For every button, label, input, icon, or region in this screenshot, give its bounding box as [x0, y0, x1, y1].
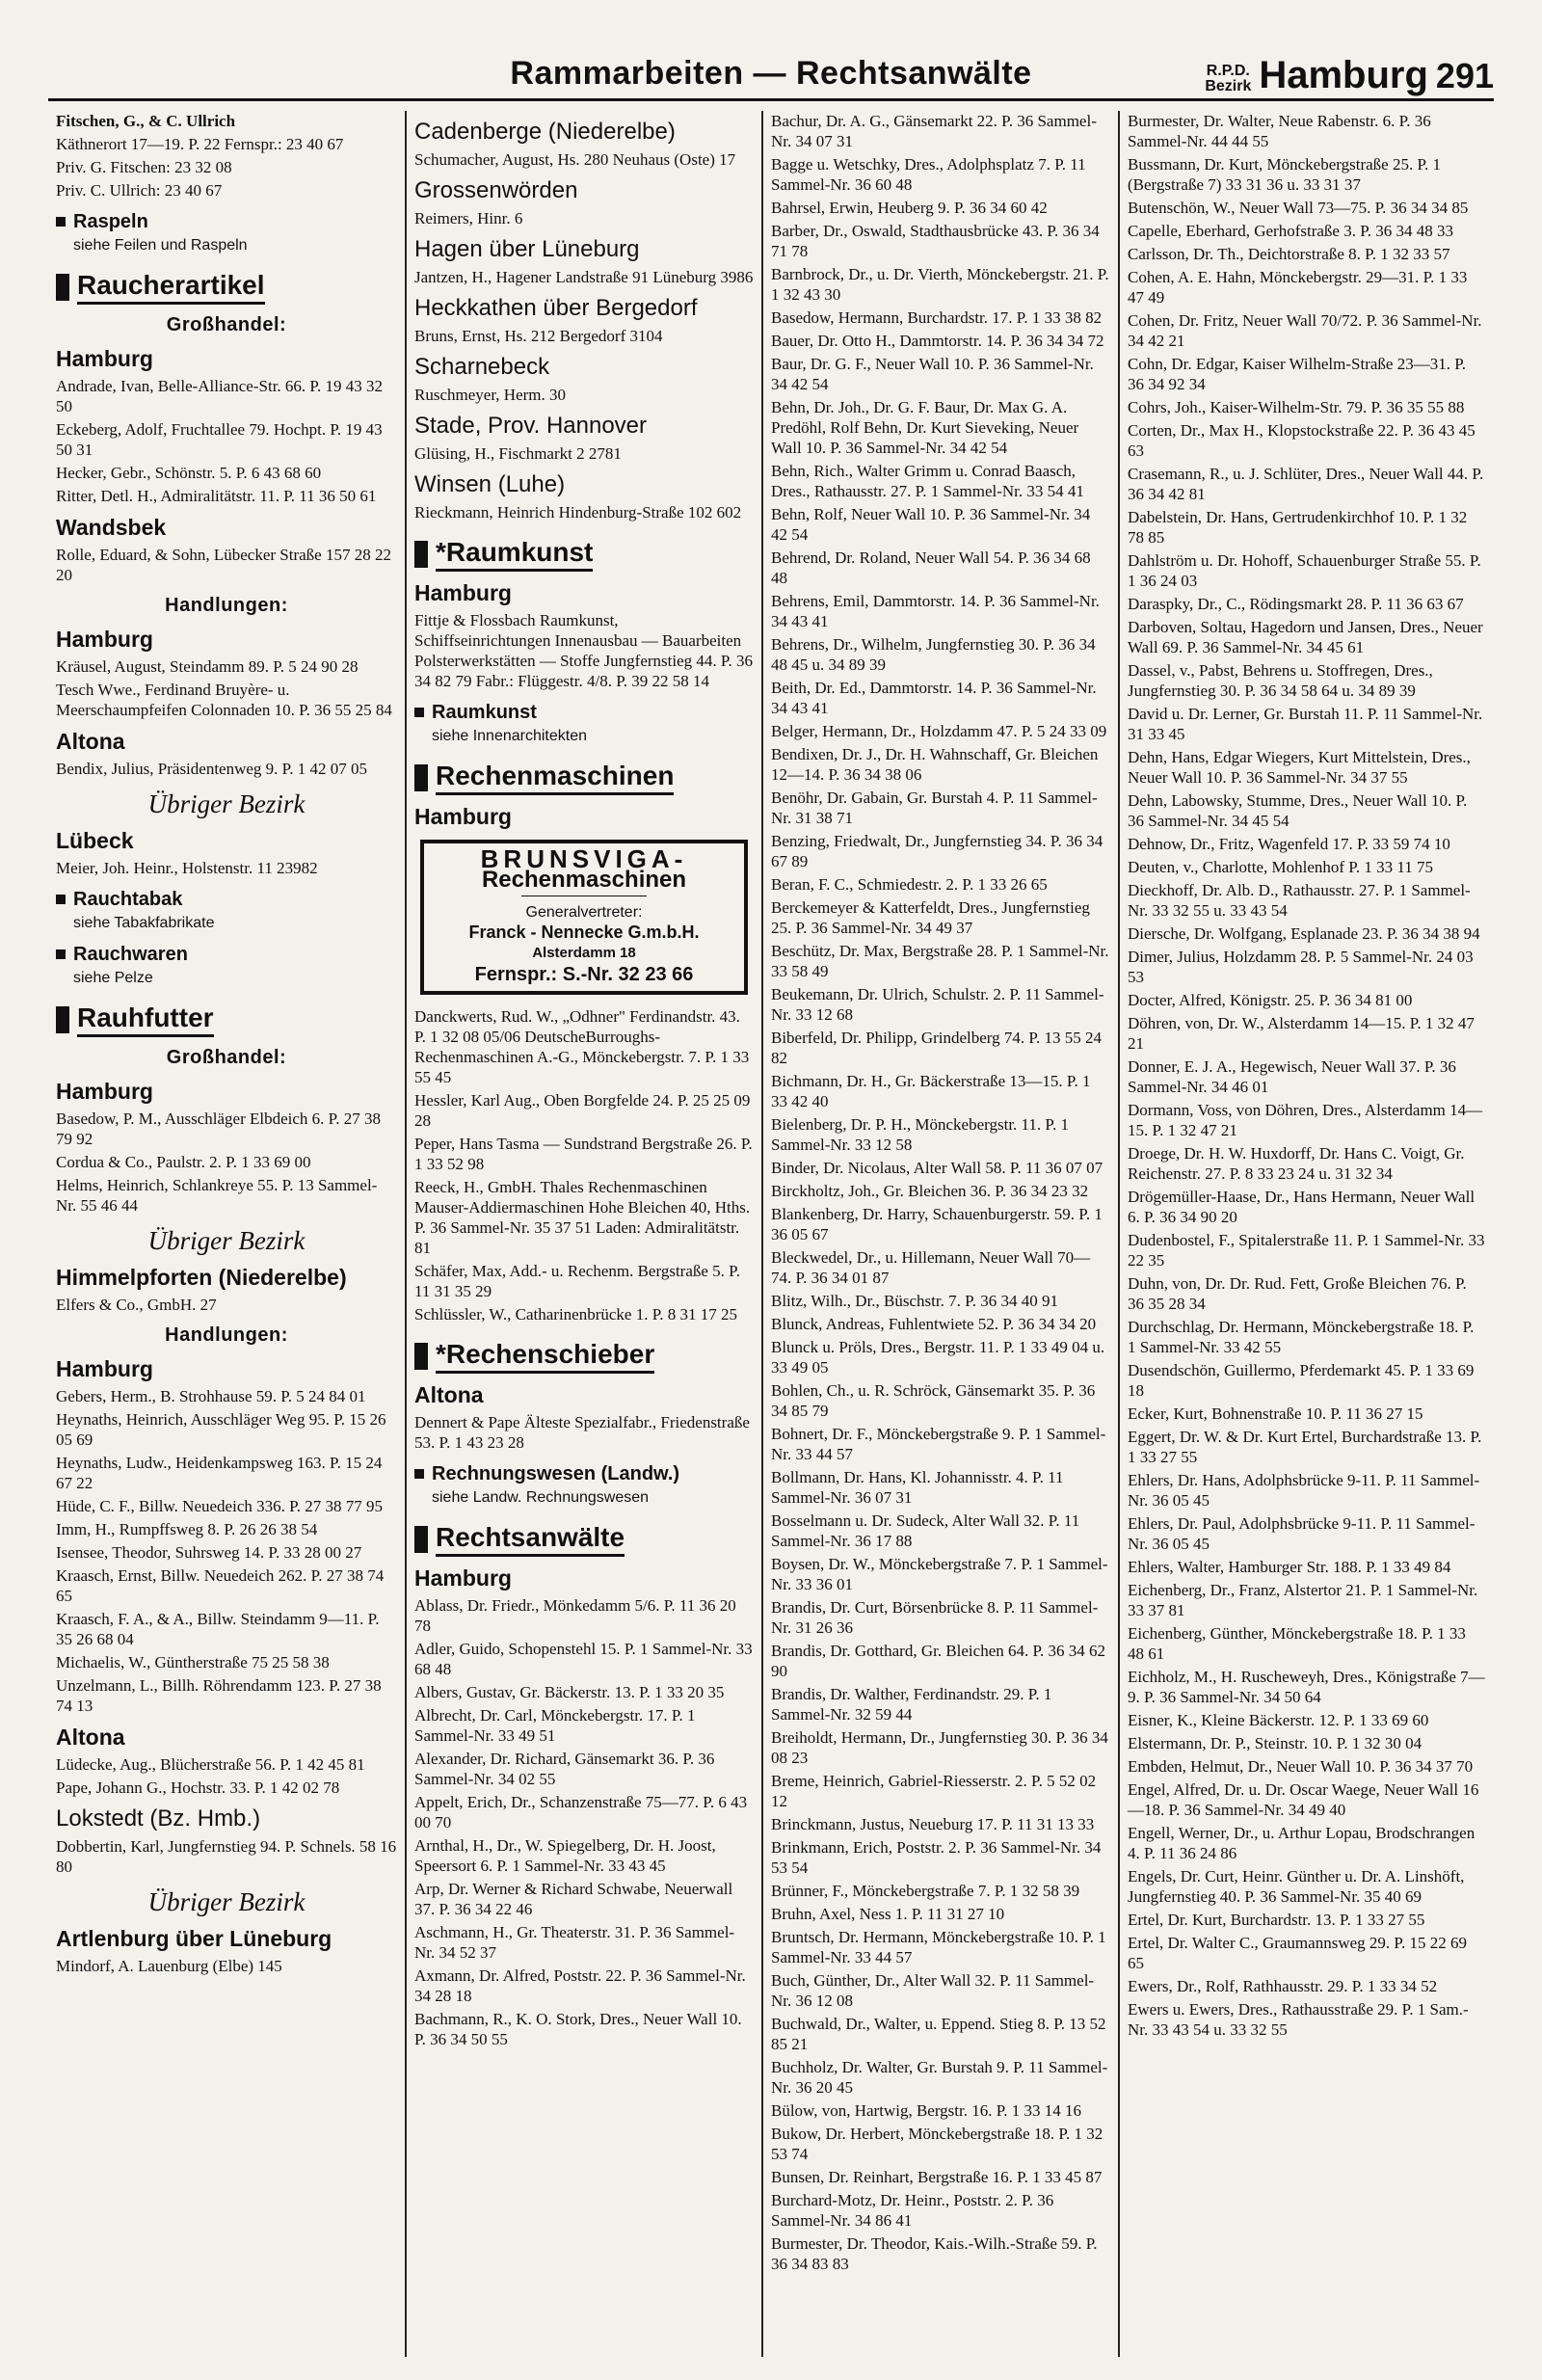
list-item: Bagge u. Wetschky, Dres., Adolphsplatz 7. P. 11 Sammel-Nr. 36 60 48 [771, 155, 1086, 194]
list-item: Birckholtz, Joh., Gr. Bleichen 36. P. 36 34 23 32 [771, 1182, 1089, 1200]
category-label: *Rechenschieber [436, 1338, 654, 1374]
page-title: Rammarbeiten — Rechtsanwälte [510, 55, 1032, 92]
list-item: Appelt, Erich, Dr., Schanzenstraße 75—77. P. 6 43 00 70 [414, 1793, 748, 1832]
list-item: Alexander, Dr. Richard, Gänsemarkt 36. P. 36 Sammel-Nr. 34 02 55 [414, 1750, 715, 1788]
columns [48, 111, 1494, 2357]
list-item: Breiholdt, Hermann, Dr., Jungfernstieg 30. P. 36 34 08 23 [771, 1728, 1108, 1767]
ad-address: Alsterdamm 18 [532, 945, 636, 961]
list-item: Bichmann, Dr. H., Gr. Bäckerstraße 13—15. P. 1 33 42 40 [771, 1072, 1091, 1110]
list-item: Berckemeyer & Katterfeldt, Dres., Jungfernstieg 25. P. 36 Sammel-Nr. 34 49 37 [771, 898, 1090, 937]
list-item: Dimer, Julius, Holzdamm 28. P. 5 Sammel-Nr. 24 03 53 [1128, 948, 1474, 986]
list-item: Meier, Joh. Heinr., Holstenstr. 11 23982 [56, 859, 318, 877]
list-item: Dudenbostel, F., Spitalerstraße 11. P. 1 Sammel-Nr. 33 22 35 [1128, 1231, 1485, 1270]
list-item: Kräusel, August, Steindamm 89. P. 5 24 90 28 [56, 657, 359, 676]
region-heading: Übriger Bezirk [147, 1226, 306, 1255]
list-item: Donner, E. J. A., Hegewisch, Neuer Wall 37. P. 36 Sammel-Nr. 34 46 01 [1128, 1057, 1456, 1096]
category-label: Raucherartikel [77, 269, 265, 305]
list-item: Arp, Dr. Werner & Richard Schwabe, Neuerwall 37. P. 36 34 22 46 [414, 1880, 733, 1918]
ad-company: Franck - Nennecke G.m.b.H. [468, 923, 700, 942]
category-label: *Raumkunst [436, 536, 593, 572]
place-heading: Scharnebeck [414, 354, 550, 380]
subheading: Handlungen: [165, 595, 288, 616]
list-item: Binder, Dr. Nicolaus, Alter Wall 58. P. 11 36 07 07 [771, 1159, 1103, 1177]
place-heading: Stade, Prov. Hannover [414, 413, 648, 439]
list-item: Heynaths, Heinrich, Ausschläger Weg 95. P. 15 26 05 69 [56, 1410, 386, 1449]
place-heading: Wandsbek [56, 515, 167, 540]
list-item: Ewers, Dr., Rolf, Rathhausstr. 29. P. 1 33 34 52 [1128, 1977, 1438, 1995]
category-heading [414, 536, 754, 572]
list-item: David u. Dr. Lerner, Gr. Burstah 11. P. 11 Sammel-Nr. 31 33 45 [1128, 705, 1483, 743]
see-reference: siehe Landw. Rechnungswesen [432, 1489, 650, 1506]
list-item: Ruschmeyer, Herm. 30 [414, 386, 567, 404]
bullet-square-icon [414, 1343, 428, 1370]
list-item: Drögemüller-Haase, Dr., Hans Hermann, Neuer Wall 6. P. 36 34 90 20 [1128, 1188, 1476, 1226]
list-item: Brünner, F., Mönckebergstraße 7. P. 1 32 58 39 [771, 1882, 1080, 1900]
ad-caption: Generalvertreter: [525, 904, 643, 921]
list-item: Capelle, Eberhard, Gerhofstraße 3. P. 36 34 48 33 [1128, 222, 1454, 240]
list-item: Behn, Rich., Walter Grimm u. Conrad Baasch, Dres., Rathausstr. 27. P. 1 Sammel-Nr. 33 54 41 [771, 462, 1084, 500]
list-item: Deuten, v., Charlotte, Mohlenhof P. 1 33 11 75 [1128, 858, 1433, 876]
place-heading: Heckkathen über Bergedorf [414, 295, 698, 321]
list-item: Bunsen, Dr. Reinhart, Bergstraße 16. P. 1 33 45 87 [771, 2168, 1103, 2186]
list-item: Helms, Heinrich, Schlankreye 55. P. 13 Sammel-Nr. 55 46 44 [56, 1176, 378, 1215]
list-item: Reimers, Hinr. 6 [414, 209, 523, 227]
list-item: Buchwald, Dr., Walter, u. Eppend. Stieg 8. P. 13 52 85 21 [771, 2015, 1106, 2053]
ad-brand: BRUNSVIGA- [480, 844, 688, 873]
list-item: Baur, Dr. G. F., Neuer Wall 10. P. 36 Sammel-Nr. 34 42 54 [771, 355, 1094, 393]
list-item: Kraasch, F. A., & A., Billw. Steindamm 9—11. P. 35 26 68 04 [56, 1610, 380, 1648]
bullet-square-icon [56, 274, 69, 301]
list-item: Burmester, Dr. Theodor, Kais.-Wilh.-Straße 59. P. 36 34 83 83 [771, 2234, 1098, 2273]
list-item: Hecker, Gebr., Schönstr. 5. P. 6 43 68 60 [56, 464, 322, 482]
list-item: Käthnerort 17—19. P. 22 Fernspr.: 23 40 67 [56, 135, 344, 153]
list-item: Eggert, Dr. W. & Dr. Kurt Ertel, Burchardstraße 13. P. 1 33 27 55 [1128, 1428, 1482, 1466]
list-item: Ehlers, Walter, Hamburger Str. 188. P. 1 33 49 84 [1128, 1558, 1451, 1576]
category-heading [414, 701, 754, 724]
list-item: Adler, Guido, Schopenstehl 15. P. 1 Sammel-Nr. 33 68 48 [414, 1640, 753, 1678]
list-item: Crasemann, R., u. J. Schlüter, Dres., Neuer Wall 44. P. 36 34 42 81 [1128, 465, 1484, 503]
list-item: Beukemann, Dr. Ulrich, Schulstr. 2. P. 11 Sammel-Nr. 33 12 68 [771, 985, 1104, 1024]
list-item: Imm, H., Rumpffsweg 8. P. 26 26 38 54 [56, 1520, 318, 1538]
category-label: Rechenmaschinen [436, 760, 674, 795]
list-item: Ewers u. Ewers, Dres., Rathausstraße 29. P. 1 Sam.-Nr. 33 43 54 u. 33 32 55 [1128, 2000, 1469, 2039]
list-item: Bollmann, Dr. Hans, Kl. Johannisstr. 4. P. 11 Sammel-Nr. 36 07 31 [771, 1468, 1064, 1507]
list-item: Schumacher, August, Hs. 280 Neuhaus (Oste) 17 [414, 150, 736, 169]
category-heading [56, 210, 397, 233]
list-item: Darboven, Soltau, Hagedorn und Jansen, Dres., Neuer Wall 69. P. 36 Sammel-Nr. 34 45 61 [1128, 618, 1483, 656]
list-item: Schlüssler, W., Catharinenbrücke 1. P. 8 31 17 25 [414, 1305, 738, 1324]
place-heading: Hagen über Lüneburg [414, 236, 640, 262]
category-heading [414, 1521, 754, 1557]
page-header [48, 39, 1494, 101]
subheading: Großhandel: [166, 1047, 287, 1068]
list-item: Priv. G. Fitschen: 23 32 08 [56, 158, 232, 176]
list-item: Dahlström u. Dr. Hohoff, Schauenburger Straße 55. P. 1 36 24 03 [1128, 551, 1481, 590]
place-heading: Hamburg [56, 346, 153, 371]
list-item: Rieckmann, Heinrich Hindenburg-Straße 102 602 [414, 503, 742, 521]
place-heading: Lokstedt (Bz. Hmb.) [56, 1805, 261, 1832]
place-heading: Hamburg [56, 1356, 153, 1381]
list-item: Bachmann, R., K. O. Stork, Dres., Neuer Wall 10. P. 36 34 50 55 [414, 2010, 742, 2048]
list-item: Corten, Dr., Max H., Klopstockstraße 22. P. 36 43 45 63 [1128, 421, 1476, 460]
bullet-square-icon [414, 541, 428, 568]
list-item: Basedow, P. M., Ausschläger Elbdeich 6. P. 27 38 79 92 [56, 1110, 381, 1148]
list-item: Bohnert, Dr. F., Mönckebergstraße 9. P. 1 Sammel-Nr. 33 44 57 [771, 1425, 1106, 1463]
place-heading: Artlenburg über Lüneburg [56, 1926, 332, 1951]
list-item: Durchschlag, Dr. Hermann, Mönckebergstraße 18. P. 1 Sammel-Nr. 33 42 55 [1128, 1318, 1475, 1356]
list-item: Embden, Helmut, Dr., Neuer Wall 10. P. 36 34 37 70 [1128, 1757, 1474, 1776]
category-heading [414, 1338, 754, 1374]
list-item: Bauer, Dr. Otto H., Dammtorstr. 14. P. 36 34 34 72 [771, 332, 1104, 350]
column-4 [1118, 111, 1494, 2357]
list-item: Bruhn, Axel, Ness 1. P. 11 31 27 10 [771, 1905, 1005, 1923]
list-item: Brandis, Dr. Walther, Ferdinandstr. 29. P. 1 Sammel-Nr. 32 59 44 [771, 1685, 1052, 1724]
list-item: Jantzen, H., Hagener Landstraße 91 Lüneburg 3986 [414, 268, 754, 286]
list-item: Blunck u. Pröls, Dres., Bergstr. 11. P. 1 33 49 04 u. 33 49 05 [771, 1338, 1105, 1377]
place-heading: Grossenwörden [414, 177, 578, 203]
bullet-square-icon [414, 708, 424, 717]
subheading: Handlungen: [165, 1324, 288, 1346]
list-item: Behrens, Emil, Dammtorstr. 14. P. 36 Sammel-Nr. 34 43 41 [771, 592, 1100, 630]
list-item: Bielenberg, Dr. P. H., Mönckebergstr. 11. P. 1 Sammel-Nr. 33 12 58 [771, 1115, 1069, 1154]
rpd-top: R.P.D. [1206, 63, 1250, 79]
list-item: Barber, Dr., Oswald, Stadthausbrücke 43. P. 36 34 71 78 [771, 222, 1100, 260]
list-item: Ertel, Dr. Walter C., Graumannsweg 29. P. 15 22 69 65 [1128, 1934, 1467, 1972]
list-item: Andrade, Ivan, Belle-Alliance-Str. 66. P. 19 43 32 50 [56, 377, 383, 415]
list-item: Blankenberg, Dr. Harry, Schauenburgerstr. 59. P. 1 36 05 67 [771, 1205, 1103, 1243]
list-item: Bendixen, Dr. J., Dr. H. Wahnschaff, Gr. Bleichen 12—14. P. 36 34 38 06 [771, 745, 1099, 784]
category-heading [56, 943, 397, 966]
see-reference: siehe Pelze [73, 970, 153, 986]
place-heading: Hamburg [414, 1565, 512, 1591]
list-item: Cohn, Dr. Edgar, Kaiser Wilhelm-Straße 23—31. P. 36 34 92 34 [1128, 355, 1467, 393]
list-item: Ablass, Dr. Friedr., Mönkedamm 5/6. P. 11 36 20 78 [414, 1596, 736, 1635]
list-item: Aschmann, H., Gr. Theaterstr. 31. P. 36 Sammel-Nr. 34 52 37 [414, 1923, 735, 1962]
list-item: Ehlers, Dr. Hans, Adolphsbrücke 9-11. P. 11 Sammel-Nr. 36 05 45 [1128, 1471, 1480, 1510]
list-item: Cohrs, Joh., Kaiser-Wilhelm-Str. 79. P. 36 35 55 88 [1128, 398, 1465, 416]
list-item: Bruns, Ernst, Hs. 212 Bergedorf 3104 [414, 327, 663, 345]
category-heading [56, 269, 397, 305]
list-item: Arnthal, H., Dr., W. Spiegelberg, Dr. H. Joost, Speersort 6. P. 1 Sammel-Nr. 33 43 45 [414, 1836, 716, 1875]
page-number: 291 [1435, 56, 1494, 95]
list-item: Unzelmann, L., Billh. Röhrendamm 123. P. 27 38 74 13 [56, 1676, 382, 1715]
list-item: Brinkmann, Erich, Poststr. 2. P. 36 Sammel-Nr. 34 53 54 [771, 1838, 1102, 1877]
list-item: Blitz, Wilh., Dr., Büschstr. 7. P. 36 34 40 91 [771, 1292, 1058, 1310]
column-1 [48, 111, 405, 2357]
place-heading: Altona [56, 1725, 125, 1750]
list-item: Droege, Dr. H. W. Huxdorff, Dr. Hans C. Voigt, Gr. Reichenstr. 27. P. 8 33 23 24 u. 31 32 34 [1128, 1144, 1465, 1183]
list-item: Dennert & Pape Älteste Spezialfabr., Friedenstraße 53. P. 1 43 23 28 [414, 1413, 750, 1452]
list-item: Behrens, Dr., Wilhelm, Jungfernstieg 30. P. 36 34 48 45 u. 34 89 39 [771, 635, 1096, 674]
place-heading: Himmelpforten (Niederelbe) [56, 1265, 347, 1290]
list-item: Behn, Rolf, Neuer Wall 10. P. 36 Sammel-Nr. 34 42 54 [771, 505, 1091, 544]
list-item: Barnbrock, Dr., u. Dr. Vierth, Mönckebergstr. 21. P. 1 32 43 30 [771, 265, 1109, 304]
list-item: Lüdecke, Aug., Blücherstraße 56. P. 1 42 45 81 [56, 1755, 365, 1774]
list-item: Albers, Gustav, Gr. Bäckerstr. 13. P. 1 33 20 35 [414, 1683, 725, 1701]
list-item: Brinckmann, Justus, Neueburg 17. P. 11 31 13 33 [771, 1815, 1095, 1833]
list-item: Fittje & Flossbach Raumkunst, Schiffseinrichtungen Innenausbau — Bauarbeiten Polsterwerkstätten — Stoffe Jungfernstieg 44. P. 36 34 82 79 Fabr.: Flüggestr. 4/8. P. 39 22 58 14 [414, 611, 753, 690]
bullet-square-icon [56, 1006, 69, 1033]
list-item: Heynaths, Ludw., Heidenkampsweg 163. P. 15 24 67 22 [56, 1454, 383, 1492]
see-reference: siehe Tabakfabrikate [73, 915, 215, 931]
category-label: Rauchtabak [73, 889, 183, 910]
list-item: Axmann, Dr. Alfred, Poststr. 22. P. 36 Sammel-Nr. 34 28 18 [414, 1966, 746, 2005]
list-item: Butenschön, W., Neuer Wall 73—75. P. 36 34 34 85 [1128, 199, 1469, 217]
place-heading: Winsen (Luhe) [414, 471, 566, 497]
list-item: Brandis, Dr. Curt, Börsenbrücke 8. P. 11 Sammel-Nr. 31 26 36 [771, 1598, 1099, 1637]
list-item: Fitschen, G., & C. Ullrich [56, 112, 236, 130]
list-item: Eichholz, M., H. Ruscheweyh, Dres., Königstraße 7—9. P. 36 Sammel-Nr. 34 50 64 [1128, 1668, 1485, 1706]
list-item: Mindorf, A. Lauenburg (Elbe) 145 [56, 1957, 282, 1975]
place-heading: Altona [414, 1382, 484, 1407]
list-item: Dabelstein, Dr. Hans, Gertrudenkirchhof 10. P. 1 32 78 85 [1128, 508, 1468, 547]
list-item: Behn, Dr. Joh., Dr. G. F. Baur, Dr. Max G. A. Predöhl, Rolf Behn, Dr. Kurt Sieveking, Neuer Wall 10. P. 36 Sammel-Nr. 34 42 54 [771, 398, 1079, 457]
place-heading: Hamburg [414, 580, 512, 605]
list-item: Dormann, Voss, von Döhren, Dres., Alsterdamm 14—15. P. 1 32 47 21 [1128, 1101, 1483, 1139]
list-item: Biberfeld, Dr. Philipp, Grindelberg 74. P. 13 55 24 82 [771, 1029, 1102, 1067]
region-heading: Übriger Bezirk [147, 789, 306, 818]
list-item: Buch, Günther, Dr., Alter Wall 32. P. 11 Sammel-Nr. 36 12 08 [771, 1971, 1095, 2010]
list-item: Dehn, Hans, Edgar Wiegers, Kurt Mittelstein, Dres., Neuer Wall 10. P. 36 Sammel-Nr. 34 37 55 [1128, 748, 1471, 787]
list-item: Duhn, von, Dr. Dr. Rud. Fett, Große Bleichen 76. P. 36 35 28 34 [1128, 1274, 1467, 1313]
list-item: Eckeberg, Adolf, Fruchtallee 79. Hochpt. P. 19 43 50 31 [56, 420, 383, 459]
header-city: Hamburg [1259, 54, 1428, 96]
region-heading: Übriger Bezirk [147, 1887, 306, 1916]
list-item: Bohlen, Ch., u. R. Schröck, Gänsemarkt 35. P. 36 34 85 79 [771, 1381, 1096, 1420]
list-item: Albrecht, Dr. Carl, Mönckebergstr. 17. P. 1 Sammel-Nr. 33 49 51 [414, 1706, 696, 1745]
list-item: Dehnow, Dr., Fritz, Wagenfeld 17. P. 33 59 74 10 [1128, 835, 1450, 853]
list-item: Beran, F. C., Schmiedestr. 2. P. 1 33 26 65 [771, 875, 1048, 894]
list-item: Carlsson, Dr. Th., Deichtorstraße 8. P. 1 32 33 57 [1128, 245, 1450, 263]
list-item: Dobbertin, Karl, Jungfernstieg 94. P. Schnels. 58 16 80 [56, 1837, 397, 1876]
list-item: Boysen, Dr. W., Mönckebergstraße 7. P. 1 Sammel-Nr. 33 36 01 [771, 1555, 1108, 1593]
bullet-square-icon [414, 1469, 424, 1479]
list-item: Dieckhoff, Dr. Alb. D., Rathausstr. 27. P. 1 Sammel-Nr. 33 32 55 u. 33 43 54 [1128, 881, 1471, 920]
ad-phone: Fernspr.: S.-Nr. 32 23 66 [474, 964, 694, 985]
list-item: Hüde, C. F., Billw. Neuedeich 336. P. 27 38 77 95 [56, 1497, 383, 1515]
list-item: Benöhr, Dr. Gabain, Gr. Burstah 4. P. 11 Sammel-Nr. 31 38 71 [771, 789, 1098, 827]
list-item: Peper, Hans Tasma — Sundstrand Bergstraße 26. P. 1 33 52 98 [414, 1135, 753, 1173]
list-item: Isensee, Theodor, Suhrsweg 14. P. 33 28 00 27 [56, 1543, 362, 1562]
list-item: Cohen, A. E. Hahn, Mönckebergstr. 29—31. P. 1 33 47 49 [1128, 268, 1468, 307]
list-item: Dusendschön, Guillermo, Pferdemarkt 45. P. 1 33 69 18 [1128, 1361, 1475, 1400]
list-item: Engels, Dr. Curt, Heinr. Günther u. Dr. A. Linshöft, Jungfernstieg 40. P. 36 Sammel-Nr. 35 40 69 [1128, 1867, 1465, 1906]
list-item: Bruntsch, Dr. Hermann, Mönckebergstraße 10. P. 1 Sammel-Nr. 33 44 57 [771, 1928, 1106, 1966]
list-item: Burmester, Dr. Walter, Neue Rabenstr. 6. P. 36 Sammel-Nr. 44 44 55 [1128, 112, 1431, 150]
category-heading [56, 888, 397, 911]
place-heading: Hamburg [414, 804, 512, 829]
list-item: Bülow, von, Hartwig, Bergstr. 16. P. 1 33 14 16 [771, 2101, 1082, 2120]
list-item: Bosselmann u. Dr. Sudeck, Alter Wall 32. P. 11 Sammel-Nr. 36 17 88 [771, 1511, 1080, 1550]
list-item: Bendix, Julius, Präsidentenweg 9. P. 1 42 07 05 [56, 760, 367, 778]
list-item: Daraspky, Dr., C., Rödingsmarkt 28. P. 11 36 63 67 [1128, 595, 1464, 613]
list-item: Kraasch, Ernst, Billw. Neuedeich 262. P. 27 38 74 65 [56, 1566, 385, 1605]
category-label: Rechnungswesen (Landw.) [432, 1463, 680, 1484]
list-item: Pape, Johann G., Hochstr. 33. P. 1 42 02 78 [56, 1778, 340, 1797]
list-item: Diersche, Dr. Wolfgang, Esplanade 23. P. 36 34 38 94 [1128, 924, 1480, 943]
list-item: Bukow, Dr. Herbert, Mönckebergstraße 18. P. 1 32 53 74 [771, 2125, 1103, 2163]
list-item: Cohen, Dr. Fritz, Neuer Wall 70/72. P. 36 Sammel-Nr. 34 42 21 [1128, 311, 1482, 350]
list-item: Ehlers, Dr. Paul, Adolphsbrücke 9-11. P. 11 Sammel-Nr. 36 05 45 [1128, 1514, 1476, 1553]
list-item: Eichenberg, Günther, Mönckebergstraße 18. P. 1 33 48 61 [1128, 1624, 1466, 1663]
see-reference: siehe Innenarchitekten [432, 728, 587, 744]
list-item: Elstermann, Dr. P., Steinstr. 10. P. 1 32 30 04 [1128, 1734, 1422, 1752]
list-item: Benzing, Friedwalt, Dr., Jungfernstieg 34. P. 36 34 67 89 [771, 832, 1103, 870]
list-item: Dehn, Labowsky, Stumme, Dres., Neuer Wall 10. P. 36 Sammel-Nr. 34 45 54 [1128, 791, 1468, 830]
list-item: Glüsing, H., Fischmarkt 2 2781 [414, 444, 622, 463]
list-item: Ecker, Kurt, Bohnenstraße 10. P. 11 36 27 15 [1128, 1404, 1423, 1423]
list-item: Belger, Hermann, Dr., Holzdamm 47. P. 5 24 33 09 [771, 722, 1107, 740]
list-item: Beith, Dr. Ed., Dammtorstr. 14. P. 36 Sammel-Nr. 34 43 41 [771, 679, 1097, 717]
list-item: Cordua & Co., Paulstr. 2. P. 1 33 69 00 [56, 1153, 311, 1171]
list-item: Elfers & Co., GmbH. 27 [56, 1296, 217, 1314]
list-item: Engel, Alfred, Dr. u. Dr. Oscar Waege, Neuer Wall 16—18. P. 36 Sammel-Nr. 34 49 40 [1128, 1780, 1479, 1819]
place-heading: Hamburg [56, 1079, 153, 1104]
list-item: Gebers, Herm., B. Strohhause 59. P. 5 24 84 01 [56, 1387, 366, 1405]
list-item: Burchard-Motz, Dr. Heinr., Poststr. 2. P. 36 Sammel-Nr. 34 86 41 [771, 2191, 1054, 2230]
list-item: Engell, Werner, Dr., u. Arthur Lopau, Brodschrangen 4. P. 11 36 24 86 [1128, 1824, 1476, 1862]
list-item: Eisner, K., Kleine Bäckerstr. 12. P. 1 33 69 60 [1128, 1711, 1429, 1729]
list-item: Beschütz, Dr. Max, Bergstraße 28. P. 1 Sammel-Nr. 33 58 49 [771, 942, 1109, 980]
category-label: Rechtsanwälte [436, 1521, 625, 1557]
place-heading: Altona [56, 729, 125, 754]
list-item: Reeck, H., GmbH. Thales Rechenmaschinen Mauser-Addiermaschinen Hohe Bleichen 40, Hths. P. 36 Sammel-Nr. 35 37 51 Laden: Admiralitätstr. 81 [414, 1178, 751, 1257]
list-item: Blunck, Andreas, Fuhlentwiete 52. P. 36 34 34 20 [771, 1315, 1097, 1333]
list-item: Bussmann, Dr. Kurt, Mönckebergstraße 25. P. 1 (Bergstraße 7) 33 31 36 u. 33 31 37 [1128, 155, 1442, 194]
list-item: Danckwerts, Rud. W., „Odhner" Ferdinandstr. 43. P. 1 32 08 05/06 DeutscheBurroughs-Rechenmaschinen A.-G., Mönckebergstr. 7. P. 1 33 55 45 [414, 1007, 750, 1086]
place-heading: Cadenberge (Niederelbe) [414, 119, 676, 145]
ad-product: Rechenmaschinen [481, 867, 687, 893]
list-item: Docter, Alfred, Königstr. 25. P. 36 34 81 00 [1128, 991, 1413, 1009]
category-heading [56, 1002, 397, 1037]
category-label: Rauchwaren [73, 944, 188, 965]
list-item: Rolle, Eduard, & Sohn, Lübecker Straße 157 28 22 20 [56, 546, 391, 584]
subheading: Großhandel: [166, 314, 287, 335]
list-item: Bachur, Dr. A. G., Gänsemarkt 22. P. 36 Sammel-Nr. 34 07 31 [771, 112, 1097, 150]
list-item: Buchholz, Dr. Walter, Gr. Burstah 9. P. 11 Sammel-Nr. 36 20 45 [771, 2058, 1108, 2097]
list-item: Priv. C. Ullrich: 23 40 67 [56, 181, 223, 200]
list-item: Dassel, v., Pabst, Behrens u. Stoffregen, Dres., Jungfernstieg 30. P. 36 34 58 64 u. 34 89 39 [1128, 661, 1433, 700]
list-item: Behrend, Dr. Roland, Neuer Wall 54. P. 36 34 68 48 [771, 548, 1091, 587]
list-item: Brandis, Dr. Gotthard, Gr. Bleichen 64. P. 36 34 62 90 [771, 1642, 1106, 1680]
category-label: Raspeln [73, 211, 148, 232]
place-heading: Lübeck [56, 828, 134, 853]
advertisement-box [420, 840, 748, 995]
rpd-bottom: Bezirk [1205, 78, 1252, 94]
category-heading [414, 760, 754, 795]
bullet-square-icon [56, 895, 66, 904]
list-item: Tesch Wwe., Ferdinand Bruyère- u. Meerschaumpfeifen Colonnaden 10. P. 36 55 25 84 [56, 681, 392, 719]
list-item: Eichenberg, Dr., Franz, Alstertor 21. P. 1 Sammel-Nr. 33 37 81 [1128, 1581, 1478, 1619]
list-item: Michaelis, W., Güntherstraße 75 25 58 38 [56, 1653, 330, 1671]
list-item: Hessler, Karl Aug., Oben Borgfelde 24. P. 25 25 09 28 [414, 1091, 751, 1130]
category-label: Raumkunst [432, 702, 537, 723]
category-label: Rauhfutter [77, 1002, 214, 1037]
category-heading [414, 1462, 754, 1485]
column-3 [761, 111, 1118, 2357]
list-item: Schäfer, Max, Add.- u. Rechenm. Bergstraße 5. P. 11 31 35 29 [414, 1262, 740, 1300]
list-item: Basedow, Hermann, Burchardstr. 17. P. 1 33 38 82 [771, 308, 1103, 327]
bullet-square-icon [414, 1526, 428, 1553]
list-item: Ritter, Detl. H., Admiralitätstr. 11. P. 11 36 50 61 [56, 487, 377, 505]
place-heading: Hamburg [56, 627, 153, 652]
see-reference: siehe Feilen und Raspeln [73, 237, 248, 254]
column-2 [405, 111, 761, 2357]
list-item: Döhren, von, Dr. W., Alsterdamm 14—15. P. 1 32 47 21 [1128, 1014, 1475, 1053]
bullet-square-icon [56, 949, 66, 959]
bullet-square-icon [56, 217, 66, 227]
list-item: Bahrsel, Erwin, Heuberg 9. P. 36 34 60 42 [771, 199, 1048, 217]
bullet-square-icon [414, 764, 428, 791]
list-item: Breme, Heinrich, Gabriel-Riesserstr. 2. P. 5 52 02 12 [771, 1772, 1097, 1810]
list-item: Ertel, Dr. Kurt, Burchardstr. 13. P. 1 33 27 55 [1128, 1911, 1425, 1929]
list-item: Bleckwedel, Dr., u. Hillemann, Neuer Wall 70—74. P. 36 34 01 87 [771, 1248, 1091, 1287]
